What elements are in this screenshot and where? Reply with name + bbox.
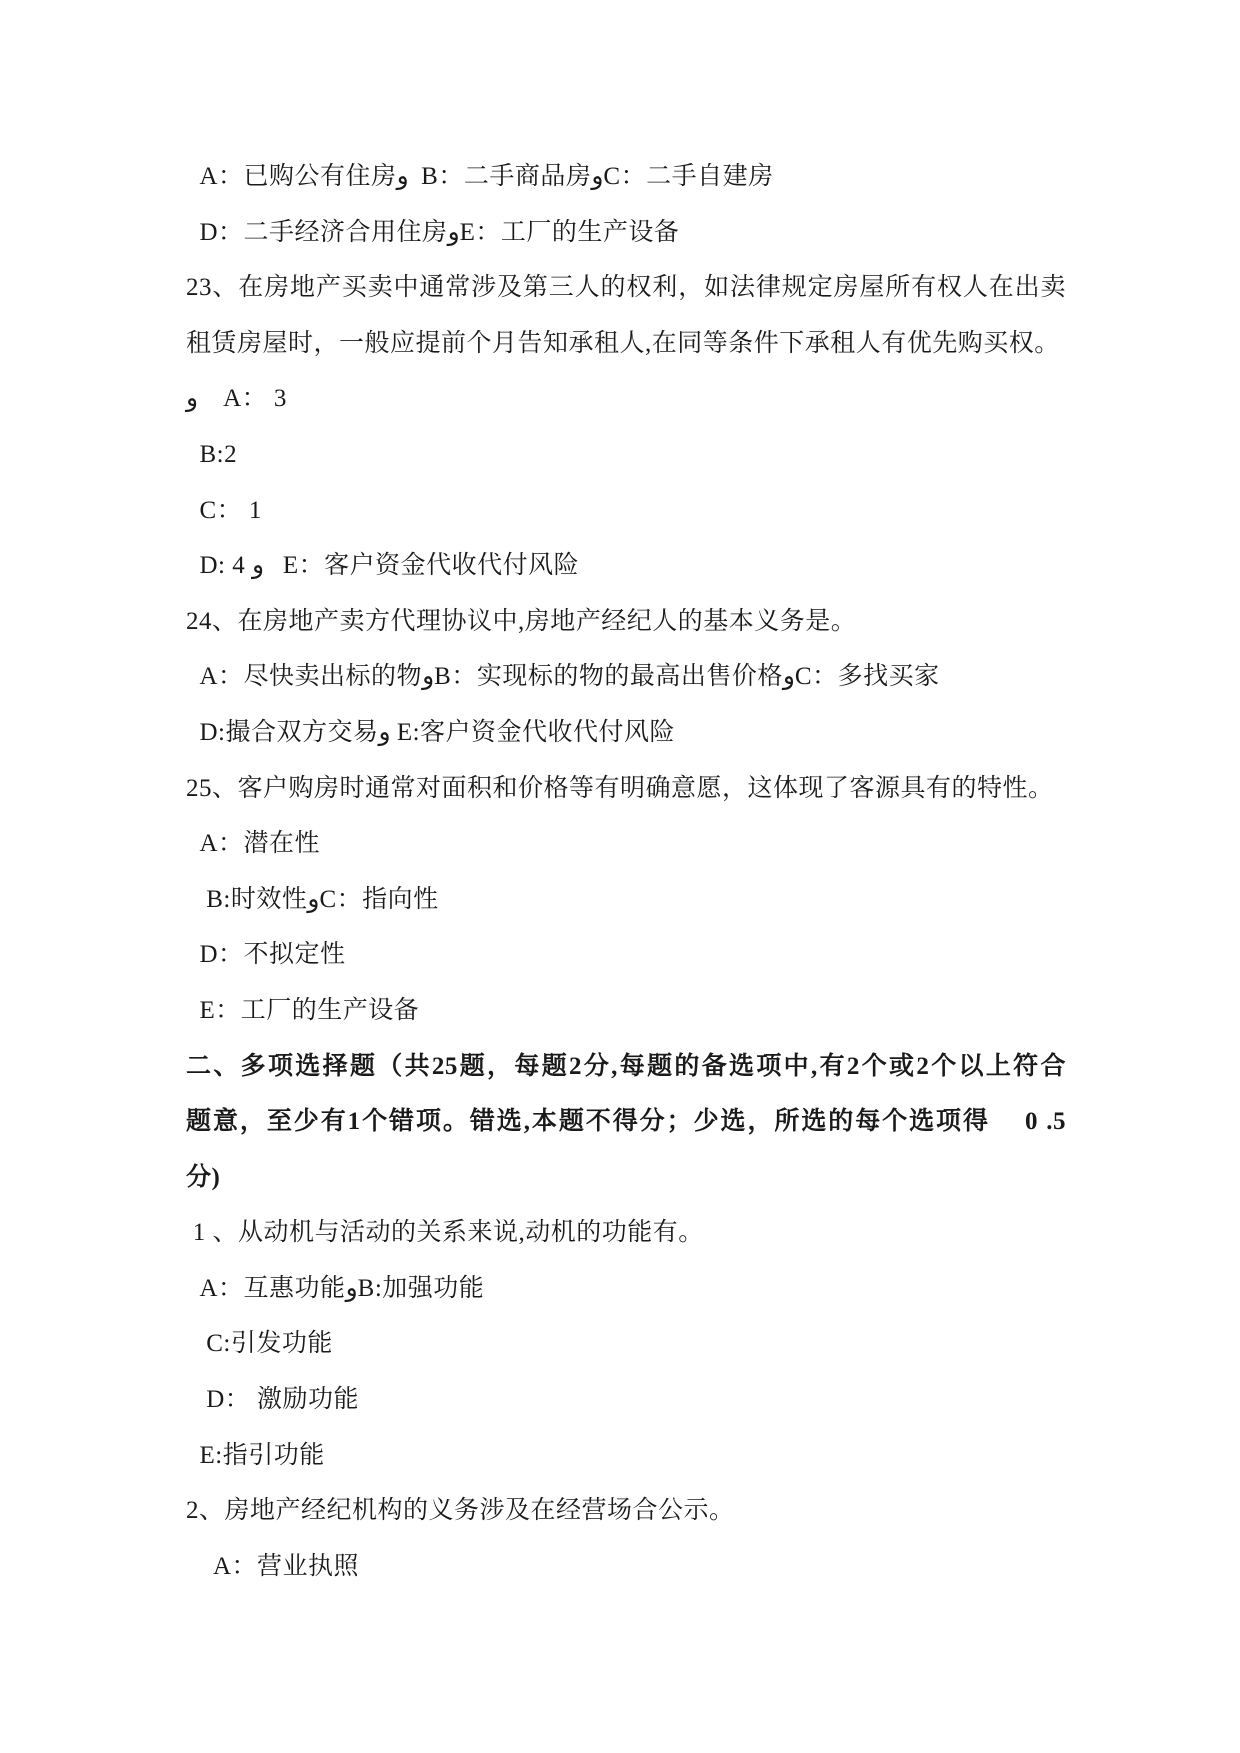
q22-options-de: D：二手经济合用住房وE：工厂的生产设备 (186, 218, 680, 246)
q23-option-b: B:2 (186, 440, 238, 468)
q25-option-e: E：工厂的生产设备 (186, 996, 420, 1024)
s2q1-stem: 1 、从动机与活动的关系来说,动机的功能有。 (186, 1219, 704, 1247)
q25-option-a: A：潜在性 (186, 830, 321, 858)
q22-options-abc: A：已购公有住房و B：二手商品房وC：二手自建房 (186, 163, 774, 190)
q23-option-a: و A： 3 (186, 385, 287, 413)
s2q1-option-c: C:引发功能 (186, 1330, 333, 1358)
s2q2-option-a: A：营业执照 (186, 1552, 360, 1580)
section2-heading-line1: 二、多项选择题（共25题，每题2分,每题的备选项中,有2个或2个以上符合 (186, 1052, 1066, 1080)
q25-options-bc: B:时效性وC：指向性 (186, 885, 439, 913)
s2q1-option-e: E:指引功能 (186, 1441, 325, 1469)
q23-options-de: D: 4 و E：客户资金代收代付风险 (186, 552, 580, 580)
q25-option-d: D：不拟定性 (186, 941, 346, 969)
q25-stem: 25、客户购房时通常对面积和价格等有明确意愿，这体现了客源具有的特性。 (186, 774, 1054, 802)
s2q1-option-d: D： 激励功能 (186, 1386, 360, 1414)
q24-stem: 24、在房地产卖方代理协议中,房地产经纪人的基本义务是。 (186, 607, 857, 635)
q24-options-de: D:撮合双方交易و E:客户资金代收代付风险 (186, 718, 676, 746)
exam-question-list (186, 149, 1066, 1594)
section2-heading-line3: 分) (186, 1163, 221, 1191)
q23-stem-line2: 租赁房屋时，一般应提前个月告知承租人,在同等条件下承租人有优先购买权。 (186, 329, 1060, 357)
section2-heading-line2: 题意，至少有1个错项。错选,本题不得分；少选，所选的每个选项得 0 .5 (186, 1108, 1066, 1136)
q23-stem-line1: 23、在房地产买卖中通常涉及第三人的权利，如法律规定房屋所有权人在出卖 (186, 274, 1066, 302)
s2q2-stem: 2、房地产经纪机构的义务涉及在经营场合公示。 (186, 1497, 735, 1525)
q23-option-c: C： 1 (186, 496, 262, 524)
q24-options-abc: A：尽快卖出标的物وB：实现标的物的最高出售价格وC：多找买家 (186, 663, 940, 691)
s2q1-options-ab: A：互惠功能وB:加强功能 (186, 1274, 485, 1302)
